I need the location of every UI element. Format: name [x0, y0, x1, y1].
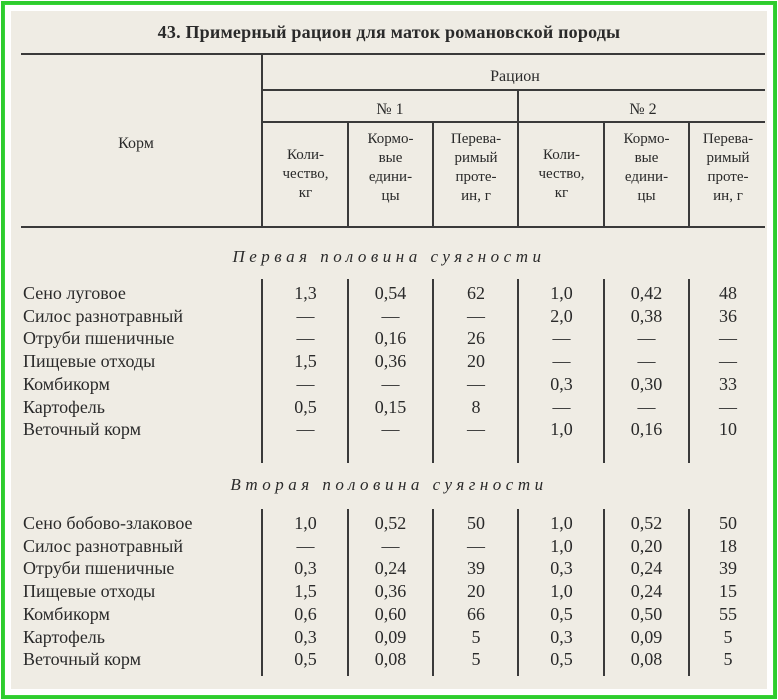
table-cell: 1,3: [294, 283, 317, 303]
table-cell: 0,3: [294, 626, 317, 647]
table-cell: 0,5: [294, 396, 317, 417]
table-cell: 55: [719, 603, 737, 624]
table-cell: 1,0: [550, 283, 573, 303]
table-cell: 0,50: [630, 603, 663, 624]
table-cell: —: [719, 396, 737, 417]
table-cell: 0,24: [630, 581, 663, 602]
table-cell: 5: [723, 626, 733, 647]
feed-name: Картофель: [23, 396, 105, 417]
table-cell: 0,20: [630, 535, 663, 556]
feed-name: Сено бобово-злаковое: [23, 513, 193, 533]
table-cell: 5: [471, 649, 481, 670]
table-cell: 0,5: [294, 649, 317, 670]
table-cell: —: [467, 419, 485, 440]
table-cell: 0,60: [374, 603, 407, 624]
table-cell: 1,5: [294, 581, 317, 602]
ration-2-header: № 2: [629, 101, 657, 118]
table-cell: 39: [719, 558, 737, 579]
table-cell: —: [467, 535, 485, 556]
table-cell: 0,3: [550, 626, 573, 647]
table-cell: 1,0: [294, 513, 317, 533]
rule-under-ration: [263, 89, 765, 91]
table-cell: 33: [719, 373, 737, 394]
table-cell: —: [381, 305, 400, 326]
feed-name: Силос разнотравный: [23, 535, 183, 556]
table-cell: 0,24: [630, 558, 663, 579]
table-cell: 0,09: [630, 626, 663, 647]
table-cell: 0,6: [294, 603, 317, 624]
feed-name: Комбикорм: [23, 603, 110, 624]
subheader-feed-units-r2-line: цы: [637, 188, 656, 204]
table-cell: 20: [467, 351, 485, 372]
subheader-feed-units-r2-line: едини-: [624, 169, 669, 185]
table-cell: —: [296, 305, 315, 326]
subheader-protein-r1-line: проте-: [455, 169, 497, 185]
table-cell: 0,54: [374, 283, 407, 303]
rule-under-header: [21, 226, 765, 228]
table-cell: 0,38: [630, 305, 663, 326]
subheader-protein-r2-line: Перева-: [702, 131, 754, 147]
table-cell: 0,30: [630, 373, 663, 394]
table-cell: 0,52: [374, 513, 407, 533]
table-cell: 8: [471, 396, 481, 417]
subheader-protein-r2-line: проте-: [707, 169, 749, 185]
subheader-feed-units-r1-line: Кормо-: [367, 131, 414, 147]
ration-header: Рацион: [490, 68, 540, 85]
table-cell: —: [552, 328, 571, 349]
subheader-qty-r2-line: кг: [554, 185, 569, 201]
table-cell: —: [296, 328, 315, 349]
table-cell: 26: [467, 328, 485, 349]
table-title: 43. Примерный рацион для маток романовской породы: [157, 22, 621, 42]
table-cell: —: [296, 419, 315, 440]
feed-header: Корм: [118, 135, 154, 152]
table-cell: 1,0: [550, 535, 573, 556]
table-cell: —: [552, 396, 571, 417]
table-cell: 0,3: [550, 558, 573, 579]
subheader-qty-r2-line: чество,: [538, 166, 585, 182]
section-title: Первая половина суягности: [232, 247, 546, 266]
table-cell: —: [381, 535, 400, 556]
ration-1-header: № 1: [376, 101, 404, 118]
subheader-qty-r1-line: Коли-: [286, 147, 325, 163]
subheader-protein-r1-line: римый: [454, 150, 498, 166]
table-cell: 18: [719, 535, 737, 556]
feed-name: Пищевые отходы: [23, 351, 156, 372]
feed-name: Пищевые отходы: [23, 581, 156, 602]
table-cell: 5: [723, 649, 733, 670]
subheader-qty-r1-line: чество,: [282, 166, 329, 182]
table-cell: 62: [467, 283, 485, 303]
table-cell: —: [719, 351, 737, 372]
table-cell: 0,15: [374, 396, 407, 417]
table-cell: 0,52: [630, 513, 663, 533]
table-cell: 1,0: [550, 419, 573, 440]
feed-name: Веточный корм: [23, 649, 142, 670]
table-cell: 50: [467, 513, 485, 533]
green-border-frame: [1, 1, 777, 699]
table-cell: 1,0: [550, 513, 573, 533]
subheader-feed-units-r1-line: едини-: [368, 169, 413, 185]
subheader-qty-r2-line: Коли-: [542, 147, 581, 163]
table-cell: 20: [467, 581, 485, 602]
feed-name: Силос разнотравный: [23, 305, 183, 326]
feed-name: Отруби пшеничные: [23, 558, 175, 579]
table-cell: —: [719, 328, 737, 349]
subheader-protein-r1-line: ин, г: [461, 188, 491, 204]
table-cell: 0,08: [630, 649, 663, 670]
table-cell: —: [637, 396, 656, 417]
table-cell: 1,0: [550, 581, 573, 602]
table-cell: 10: [719, 419, 737, 440]
subheader-feed-units-r1-line: вые: [378, 150, 403, 166]
table-cell: 66: [467, 603, 485, 624]
feed-name: Отруби пшеничные: [23, 328, 175, 349]
table-page: [11, 11, 767, 689]
table-cell: —: [381, 373, 400, 394]
subheader-feed-units-r2-line: Кормо-: [623, 131, 670, 147]
subheader-qty-r1-line: кг: [298, 185, 313, 201]
table-cell: 0,16: [630, 419, 663, 440]
table-cell: —: [296, 535, 315, 556]
table-cell: 2,0: [550, 305, 573, 326]
feed-name: Сено луговое: [23, 283, 126, 303]
table-cell: 0,3: [294, 558, 317, 579]
table-cell: 0,36: [374, 581, 407, 602]
table-cell: 0,3: [550, 373, 573, 394]
table-cell: 1,5: [294, 351, 317, 372]
table-cell: —: [467, 305, 485, 326]
table-cell: —: [296, 373, 315, 394]
table-cell: 36: [719, 305, 737, 326]
table-cell: 0,5: [550, 603, 573, 624]
feed-name: Комбикорм: [23, 373, 110, 394]
subheader-feed-units-r2-line: вые: [634, 150, 659, 166]
section-title: Вторая половина суягности: [230, 475, 548, 494]
table-cell: 0,24: [374, 558, 407, 579]
feed-name: Картофель: [23, 626, 105, 647]
table-cell: 0,16: [374, 328, 407, 349]
table-cell: 0,36: [374, 351, 407, 372]
feed-name: Веточный корм: [23, 419, 142, 440]
table-cell: 48: [719, 283, 737, 303]
table-cell: —: [381, 419, 400, 440]
table-cell: —: [467, 373, 485, 394]
subheader-protein-r2-line: ин, г: [713, 188, 743, 204]
table-cell: 5: [471, 626, 481, 647]
table-cell: 0,42: [630, 283, 663, 303]
subheader-protein-r1-line: Перева-: [450, 131, 502, 147]
subheader-feed-units-r1-line: цы: [381, 188, 400, 204]
subheader-protein-r2-line: римый: [706, 150, 750, 166]
table-cell: —: [552, 351, 571, 372]
table-cell: 39: [467, 558, 485, 579]
table-cell: —: [637, 328, 656, 349]
table-cell: —: [637, 351, 656, 372]
rule-under-title: [21, 53, 765, 55]
table-cell: 15: [719, 581, 737, 602]
table-cell: 50: [719, 513, 737, 533]
table-cell: 0,09: [374, 626, 407, 647]
table-cell: 0,08: [374, 649, 407, 670]
table-cell: 0,5: [550, 649, 573, 670]
